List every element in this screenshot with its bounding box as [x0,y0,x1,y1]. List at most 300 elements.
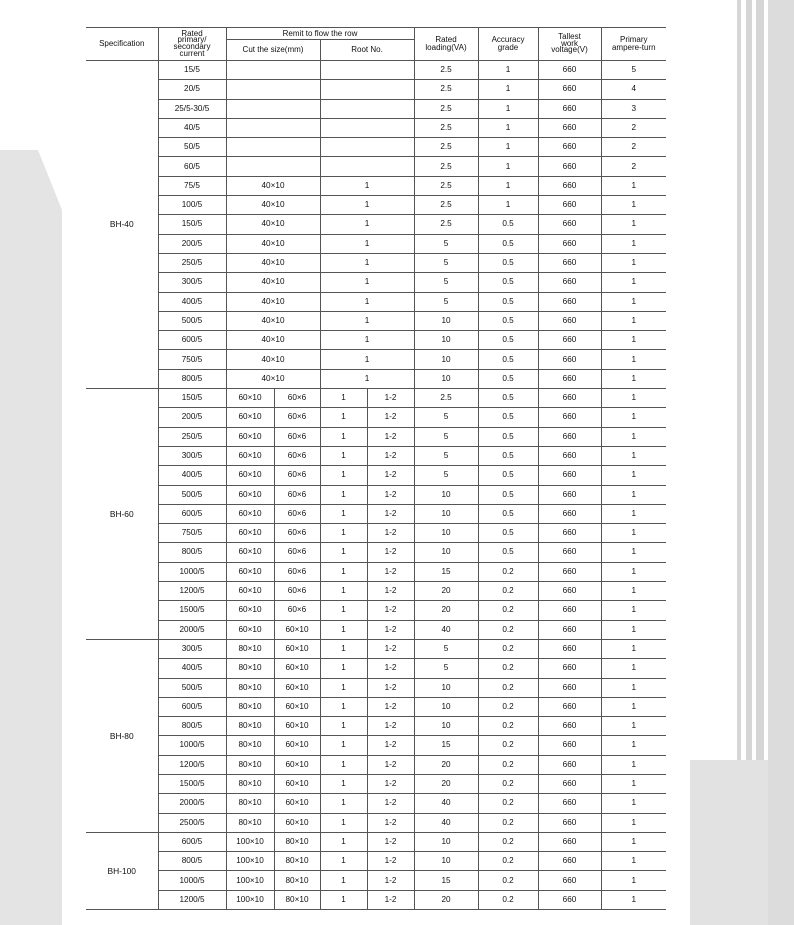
cell-cut-size-2: 60×10 [274,736,320,755]
cell-ampere-turn: 1 [601,485,666,504]
cell-cut-size-1: 60×10 [226,446,274,465]
cell-voltage: 660 [538,446,601,465]
table-row [86,61,666,80]
cell-ampere-turn: 5 [601,61,666,80]
cell-current: 1200/5 [158,890,226,909]
cell-cut-size-1: 60×10 [226,582,274,601]
table-row [86,389,666,408]
table-row [86,736,666,755]
cell-root-no-1: 1 [320,543,367,562]
cell-current: 15/5 [158,61,226,80]
table-row [86,311,666,330]
cell-voltage: 660 [538,350,601,369]
cell-ampere-turn: 1 [601,311,666,330]
cell-ampere-turn: 1 [601,408,666,427]
table-row [86,562,666,581]
cell-rated-loading: 20 [414,774,478,793]
cell-ampere-turn: 1 [601,562,666,581]
cell-root-no-1: 1 [320,408,367,427]
cell-cut-size-1: 100×10 [226,832,274,851]
cell-root-no-1: 1 [320,389,367,408]
cell-voltage: 660 [538,292,601,311]
cell-root-no-1: 1 [320,813,367,832]
cell-voltage: 660 [538,659,601,678]
cell-accuracy: 0.2 [478,794,538,813]
cell-cut-size [226,138,320,157]
cell-ampere-turn: 1 [601,350,666,369]
cell-accuracy: 1 [478,99,538,118]
cell-voltage: 660 [538,678,601,697]
cell-cut-size [226,157,320,176]
spec-table [86,27,666,910]
cell-voltage: 660 [538,466,601,485]
cell-rated-loading: 2.5 [414,389,478,408]
cell-cut-size: 40×10 [226,273,320,292]
cell-rated-loading: 15 [414,736,478,755]
cell-voltage: 660 [538,562,601,581]
cell-ampere-turn: 1 [601,389,666,408]
cell-accuracy: 0.5 [478,466,538,485]
cell-root-no-2: 1-2 [367,755,414,774]
cell-cut-size-1: 80×10 [226,697,274,716]
cell-accuracy: 0.5 [478,524,538,543]
cell-current: 500/5 [158,485,226,504]
header-ampere-turn: Primary ampere-turn [601,28,666,61]
cell-root-no-1: 1 [320,890,367,909]
cell-ampere-turn: 1 [601,620,666,639]
cell-root-no-2: 1-2 [367,832,414,851]
cell-root-no: 1 [320,215,414,234]
cell-current: 1000/5 [158,871,226,890]
cell-voltage: 660 [538,524,601,543]
cell-root-no-2: 1-2 [367,871,414,890]
cell-root-no-1: 1 [320,717,367,736]
cell-cut-size: 40×10 [226,234,320,253]
cell-accuracy: 0.2 [478,639,538,658]
table-body [86,61,666,910]
cell-rated-loading: 2.5 [414,176,478,195]
cell-ampere-turn: 2 [601,138,666,157]
cell-current: 1200/5 [158,582,226,601]
cell-root-no-2: 1-2 [367,562,414,581]
header-specification: Specification [86,28,158,61]
cell-cut-size-1: 60×10 [226,562,274,581]
table-row [86,543,666,562]
cell-ampere-turn: 1 [601,755,666,774]
spec-model: BH-60 [86,389,158,640]
cell-current: 25/5-30/5 [158,99,226,118]
cell-ampere-turn: 1 [601,774,666,793]
cell-current: 500/5 [158,678,226,697]
cell-rated-loading: 10 [414,697,478,716]
decor-block [690,760,768,925]
header-voltage: Tallest work voltage(V) [538,28,601,61]
cell-voltage: 660 [538,176,601,195]
cell-ampere-turn: 1 [601,176,666,195]
table-row [86,890,666,909]
cell-root-no-2: 1-2 [367,466,414,485]
cell-cut-size-1: 60×10 [226,620,274,639]
cell-root-no-2: 1-2 [367,524,414,543]
cell-rated-loading: 5 [414,446,478,465]
cell-rated-loading: 10 [414,369,478,388]
cell-root-no-1: 1 [320,832,367,851]
cell-root-no-1: 1 [320,620,367,639]
table-row [86,118,666,137]
cell-cut-size-1: 60×10 [226,466,274,485]
cell-accuracy: 0.2 [478,582,538,601]
cell-cut-size-2: 60×10 [274,755,320,774]
cell-voltage: 660 [538,215,601,234]
table-row [86,273,666,292]
table-row [86,717,666,736]
cell-accuracy: 0.2 [478,601,538,620]
table-row [86,253,666,272]
table-row [86,446,666,465]
cell-root-no-2: 1-2 [367,504,414,523]
cell-cut-size-1: 60×10 [226,524,274,543]
cell-rated-loading: 5 [414,659,478,678]
cell-root-no-2: 1-2 [367,639,414,658]
cell-cut-size: 40×10 [226,369,320,388]
cell-root-no: 1 [320,292,414,311]
cell-accuracy: 1 [478,176,538,195]
cell-cut-size-1: 60×10 [226,408,274,427]
cell-root-no-2: 1-2 [367,890,414,909]
cell-rated-loading: 10 [414,852,478,871]
cell-root-no: 1 [320,273,414,292]
cell-rated-loading: 5 [414,427,478,446]
cell-rated-loading: 40 [414,620,478,639]
cell-root-no-2: 1-2 [367,543,414,562]
cell-root-no [320,118,414,137]
cell-rated-loading: 2.5 [414,157,478,176]
cell-cut-size-2: 60×6 [274,524,320,543]
cell-root-no-2: 1-2 [367,427,414,446]
cell-cut-size-2: 80×10 [274,852,320,871]
header-root-no: Root No. [320,40,414,61]
cell-accuracy: 1 [478,80,538,99]
cell-root-no [320,80,414,99]
cell-voltage: 660 [538,736,601,755]
cell-cut-size-1: 80×10 [226,678,274,697]
cell-current: 300/5 [158,639,226,658]
table-row [86,138,666,157]
cell-cut-size-1: 60×10 [226,427,274,446]
cell-current: 20/5 [158,80,226,99]
cell-accuracy: 0.2 [478,620,538,639]
cell-current: 200/5 [158,234,226,253]
cell-voltage: 660 [538,311,601,330]
cell-rated-loading: 10 [414,311,478,330]
cell-ampere-turn: 1 [601,794,666,813]
cell-ampere-turn: 1 [601,813,666,832]
cell-accuracy: 1 [478,61,538,80]
table-row [86,697,666,716]
cell-ampere-turn: 1 [601,890,666,909]
table-row [86,234,666,253]
cell-ampere-turn: 1 [601,215,666,234]
table-row [86,215,666,234]
cell-current: 750/5 [158,350,226,369]
cell-current: 750/5 [158,524,226,543]
cell-rated-loading: 20 [414,601,478,620]
table-row [86,832,666,851]
cell-root-no-2: 1-2 [367,485,414,504]
cell-root-no [320,157,414,176]
cell-current: 100/5 [158,196,226,215]
cell-root-no-1: 1 [320,446,367,465]
cell-current: 1000/5 [158,562,226,581]
table-row [86,157,666,176]
cell-cut-size-2: 60×10 [274,813,320,832]
table-row [86,292,666,311]
cell-current: 800/5 [158,852,226,871]
cell-ampere-turn: 3 [601,99,666,118]
cell-current: 1500/5 [158,601,226,620]
cell-current: 600/5 [158,697,226,716]
cell-current: 800/5 [158,543,226,562]
cell-cut-size-2: 60×10 [274,659,320,678]
cell-cut-size-1: 80×10 [226,794,274,813]
table-header [86,28,666,61]
cell-cut-size-2: 60×6 [274,504,320,523]
cell-root-no-1: 1 [320,639,367,658]
cell-root-no-2: 1-2 [367,659,414,678]
cell-accuracy: 0.5 [478,446,538,465]
cell-root-no-2: 1-2 [367,389,414,408]
cell-accuracy: 0.2 [478,774,538,793]
cell-rated-loading: 10 [414,331,478,350]
cell-cut-size-1: 100×10 [226,852,274,871]
decor-stripe [768,0,794,925]
cell-voltage: 660 [538,389,601,408]
cell-voltage: 660 [538,80,601,99]
cell-root-no: 1 [320,311,414,330]
cell-rated-loading: 2.5 [414,99,478,118]
cell-ampere-turn: 1 [601,871,666,890]
cell-root-no-1: 1 [320,852,367,871]
cell-cut-size-1: 80×10 [226,755,274,774]
cell-rated-loading: 2.5 [414,138,478,157]
cell-accuracy: 0.2 [478,562,538,581]
cell-cut-size-1: 80×10 [226,813,274,832]
cell-cut-size-1: 60×10 [226,504,274,523]
cell-accuracy: 0.5 [478,311,538,330]
table-row [86,427,666,446]
cell-cut-size-1: 60×10 [226,485,274,504]
cell-root-no-2: 1-2 [367,620,414,639]
cell-voltage: 660 [538,331,601,350]
cell-root-no-1: 1 [320,678,367,697]
cell-cut-size: 40×10 [226,292,320,311]
cell-current: 800/5 [158,717,226,736]
cell-root-no-1: 1 [320,871,367,890]
cell-root-no-1: 1 [320,755,367,774]
cell-cut-size-2: 60×6 [274,601,320,620]
cell-cut-size-2: 60×6 [274,466,320,485]
cell-current: 50/5 [158,138,226,157]
cell-root-no: 1 [320,253,414,272]
cell-current: 2000/5 [158,620,226,639]
header-rated-current: Rated primary/ secondary current [158,28,226,61]
cell-cut-size-1: 100×10 [226,871,274,890]
cell-ampere-turn: 1 [601,543,666,562]
header-rated-loading: Rated loading(VA) [414,28,478,61]
cell-accuracy: 0.5 [478,331,538,350]
cell-root-no-2: 1-2 [367,697,414,716]
cell-root-no-1: 1 [320,427,367,446]
table-row [86,601,666,620]
cell-ampere-turn: 1 [601,678,666,697]
table-row [86,852,666,871]
cell-root-no-2: 1-2 [367,678,414,697]
cell-rated-loading: 2.5 [414,80,478,99]
cell-rated-loading: 2.5 [414,61,478,80]
header-cut-size: Cut the size(mm) [226,40,320,61]
cell-ampere-turn: 1 [601,292,666,311]
cell-cut-size-1: 80×10 [226,736,274,755]
cell-rated-loading: 10 [414,524,478,543]
cell-accuracy: 0.2 [478,871,538,890]
cell-cut-size [226,118,320,137]
cell-cut-size-2: 60×10 [274,639,320,658]
cell-ampere-turn: 1 [601,717,666,736]
table-row [86,582,666,601]
table-row [86,639,666,658]
cell-cut-size-2: 60×10 [274,794,320,813]
cell-root-no-1: 1 [320,697,367,716]
cell-ampere-turn: 1 [601,852,666,871]
cell-cut-size: 40×10 [226,176,320,195]
cell-voltage: 660 [538,543,601,562]
cell-rated-loading: 2.5 [414,196,478,215]
cell-current: 300/5 [158,273,226,292]
cell-accuracy: 0.2 [478,832,538,851]
cell-accuracy: 0.2 [478,717,538,736]
cell-root-no: 1 [320,331,414,350]
cell-voltage: 660 [538,832,601,851]
cell-ampere-turn: 1 [601,659,666,678]
cell-current: 75/5 [158,176,226,195]
cell-cut-size-1: 80×10 [226,639,274,658]
cell-cut-size: 40×10 [226,253,320,272]
cell-current: 150/5 [158,215,226,234]
cell-root-no-2: 1-2 [367,852,414,871]
cell-ampere-turn: 1 [601,369,666,388]
table-row [86,80,666,99]
cell-accuracy: 0.2 [478,813,538,832]
spec-model: BH-80 [86,639,158,832]
cell-root-no [320,99,414,118]
table-row [86,659,666,678]
cell-voltage: 660 [538,813,601,832]
cell-cut-size [226,80,320,99]
cell-root-no-2: 1-2 [367,774,414,793]
cell-voltage: 660 [538,196,601,215]
cell-root-no [320,138,414,157]
table-row [86,794,666,813]
cell-cut-size-1: 100×10 [226,890,274,909]
cell-root-no-1: 1 [320,562,367,581]
cell-root-no: 1 [320,350,414,369]
cell-current: 600/5 [158,832,226,851]
cell-ampere-turn: 1 [601,427,666,446]
cell-ampere-turn: 4 [601,80,666,99]
cell-rated-loading: 5 [414,234,478,253]
cell-voltage: 660 [538,504,601,523]
cell-cut-size-2: 80×10 [274,832,320,851]
cell-cut-size-2: 60×10 [274,717,320,736]
cell-rated-loading: 2.5 [414,215,478,234]
cell-root-no-1: 1 [320,466,367,485]
decor-stripe [756,0,764,760]
cell-accuracy: 0.5 [478,215,538,234]
cell-cut-size-2: 60×6 [274,408,320,427]
cell-accuracy: 1 [478,157,538,176]
cell-voltage: 660 [538,639,601,658]
cell-ampere-turn: 1 [601,504,666,523]
cell-voltage: 660 [538,234,601,253]
decor-stripe [746,0,752,760]
cell-accuracy: 0.2 [478,659,538,678]
table-row [86,485,666,504]
cell-cut-size-2: 80×10 [274,890,320,909]
cell-rated-loading: 10 [414,485,478,504]
cell-accuracy: 0.2 [478,678,538,697]
cell-voltage: 660 [538,717,601,736]
spec-model: BH-40 [86,61,158,389]
cell-cut-size-1: 60×10 [226,389,274,408]
cell-current: 300/5 [158,446,226,465]
cell-accuracy: 0.5 [478,234,538,253]
cell-rated-loading: 20 [414,890,478,909]
cell-accuracy: 0.5 [478,543,538,562]
cell-cut-size-2: 60×6 [274,427,320,446]
cell-root-no-2: 1-2 [367,794,414,813]
cell-rated-loading: 10 [414,350,478,369]
cell-cut-size [226,99,320,118]
table-row [86,774,666,793]
cell-root-no: 1 [320,196,414,215]
cell-current: 400/5 [158,466,226,485]
decor-stripe [737,0,741,760]
cell-cut-size-2: 60×10 [274,697,320,716]
cell-root-no [320,61,414,80]
table-row [86,871,666,890]
cell-rated-loading: 40 [414,794,478,813]
cell-root-no-1: 1 [320,736,367,755]
cell-root-no-2: 1-2 [367,582,414,601]
cell-accuracy: 0.2 [478,697,538,716]
cell-root-no-1: 1 [320,774,367,793]
cell-accuracy: 0.2 [478,736,538,755]
cell-root-no-1: 1 [320,524,367,543]
cell-cut-size: 40×10 [226,196,320,215]
cell-accuracy: 0.2 [478,852,538,871]
cell-current: 400/5 [158,292,226,311]
cell-voltage: 660 [538,890,601,909]
cell-cut-size: 40×10 [226,215,320,234]
cell-voltage: 660 [538,157,601,176]
cell-current: 40/5 [158,118,226,137]
cell-accuracy: 0.5 [478,253,538,272]
cell-rated-loading: 5 [414,408,478,427]
cell-rated-loading: 2.5 [414,118,478,137]
cell-rated-loading: 10 [414,504,478,523]
cell-rated-loading: 10 [414,832,478,851]
cell-root-no-1: 1 [320,794,367,813]
